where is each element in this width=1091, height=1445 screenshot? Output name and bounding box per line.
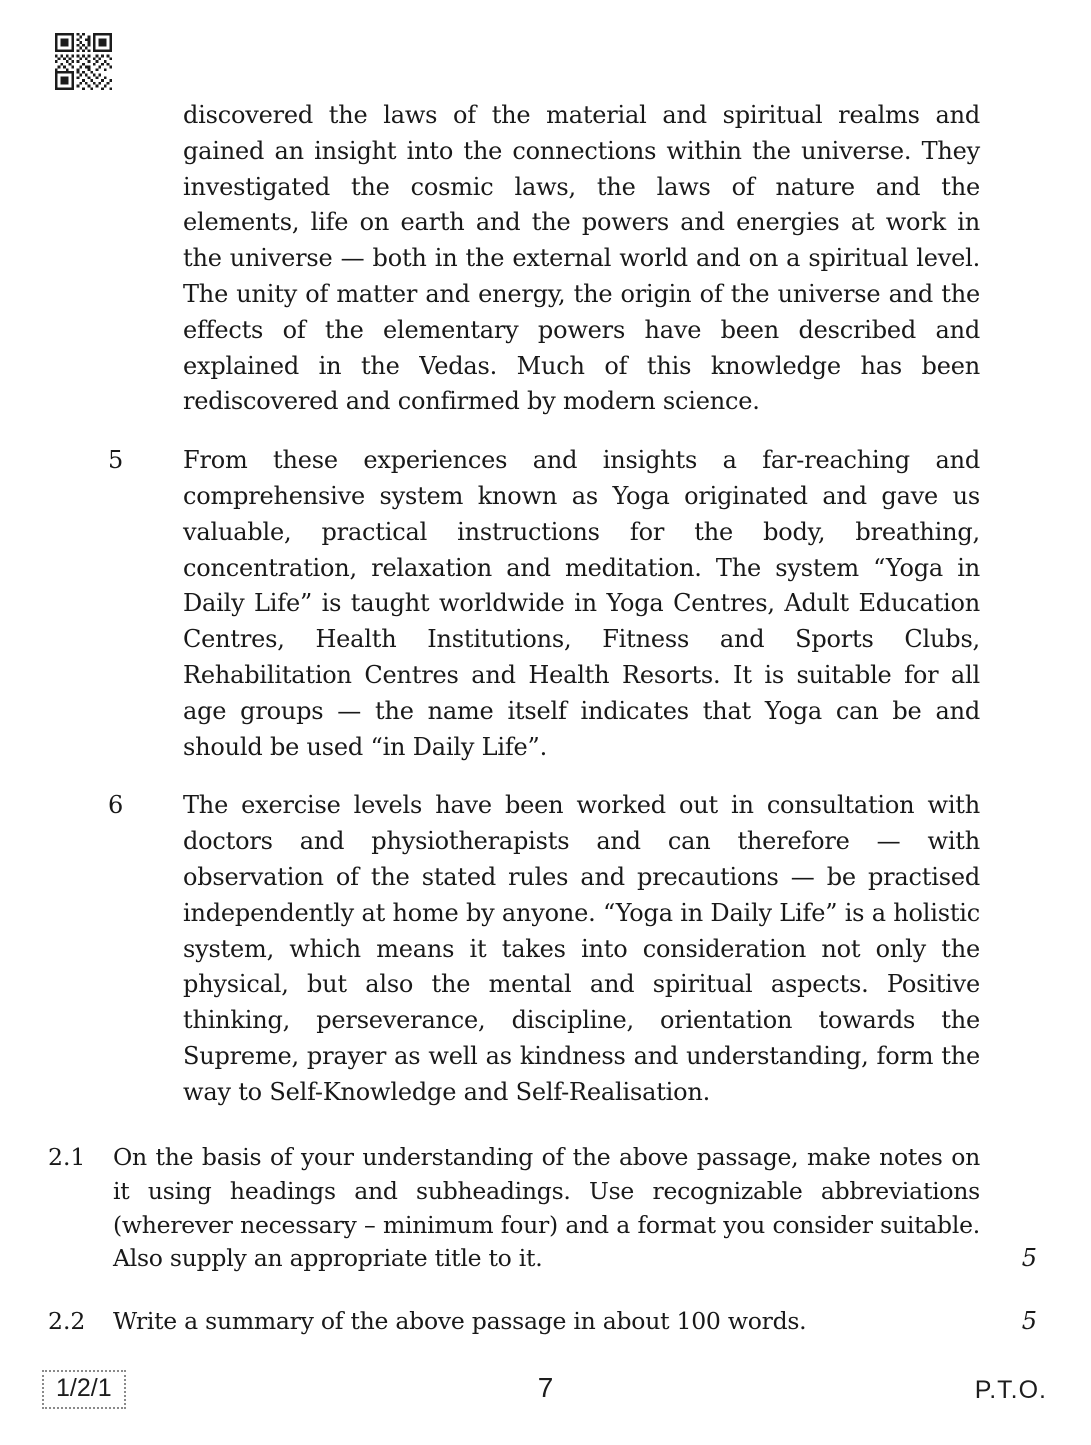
- question-number: 2.1: [48, 1143, 86, 1171]
- paragraph-text: From these experiences and insights a far-reaching and comprehensive system known as Yoga originated and gave us valuable, practical instructions for the body, breathing, concentration, relaxation and meditation. The system “Yoga in Daily Life” is taught worldwide in Yoga Centres, Adult Education Centres, Health Institutions, Fitness and Sports Clubs, Rehabilitation Centres and Health Resorts. It is suitable for all age groups — the name itself indicates that Yoga can be and should be used “in Daily Life”.: [183, 446, 980, 761]
- qr-code-icon: [55, 31, 112, 92]
- reading-passage: [0, 98, 980, 1134]
- passage-paragraph: [0, 443, 980, 765]
- question-2-2: [0, 1305, 1040, 1339]
- paragraph-text: The exercise levels have been worked out in consultation with doctors and physiotherapists and can therefore — with observation of the stated rules and precautions — be practised independently at home by anyone. “Yoga in Daily Life” is a holistic system, which means it takes into consideration not only the physical, but also the mental and spiritual aspects. Positive thinking, perseverance, discipline, orientation towards the Supreme, prayer as well as kindness and understanding, form the way to Self-Knowledge and Self-Realisation.: [183, 791, 980, 1106]
- page-number: 7: [537, 1372, 554, 1403]
- question-text: On the basis of your understanding of the above passage, make notes on it using headings and subheadings. Use recognizable abbreviations (wherever necessary – minimum four) and a format you consider suitable. Also supply an appropriate title to it.: [113, 1143, 980, 1273]
- question-text: Write a summary of the above passage in about 100 words.: [113, 1307, 807, 1336]
- questions-section: [0, 1141, 1040, 1339]
- question-marks: 5: [1021, 1307, 1037, 1336]
- passage-paragraph: [0, 98, 980, 420]
- paragraph-text: discovered the laws of the material and spiritual realms and gained an insight into the connections within the universe. They investigated the cosmic laws, the laws of nature and the elements, life on earth and the powers and energies at work in the universe — both in the external world and on a spiritual level. The unity of matter and energy, the origin of the universe and the effects of the elementary powers have been described and explained in the Vedas. Much of this knowledge has been rediscovered and confirmed by modern science.: [183, 101, 980, 416]
- paper-code-box: 1/2/1: [42, 1370, 126, 1409]
- question-2-1: [0, 1141, 1040, 1276]
- passage-paragraph: [0, 788, 980, 1110]
- question-number: 2.2: [48, 1307, 86, 1336]
- pto-label: P.T.O.: [974, 1376, 1047, 1404]
- paragraph-number: 5: [108, 446, 124, 475]
- paragraph-number: 6: [108, 791, 124, 820]
- paragraph-number: [108, 98, 183, 420]
- question-marks: 5: [1021, 1244, 1037, 1273]
